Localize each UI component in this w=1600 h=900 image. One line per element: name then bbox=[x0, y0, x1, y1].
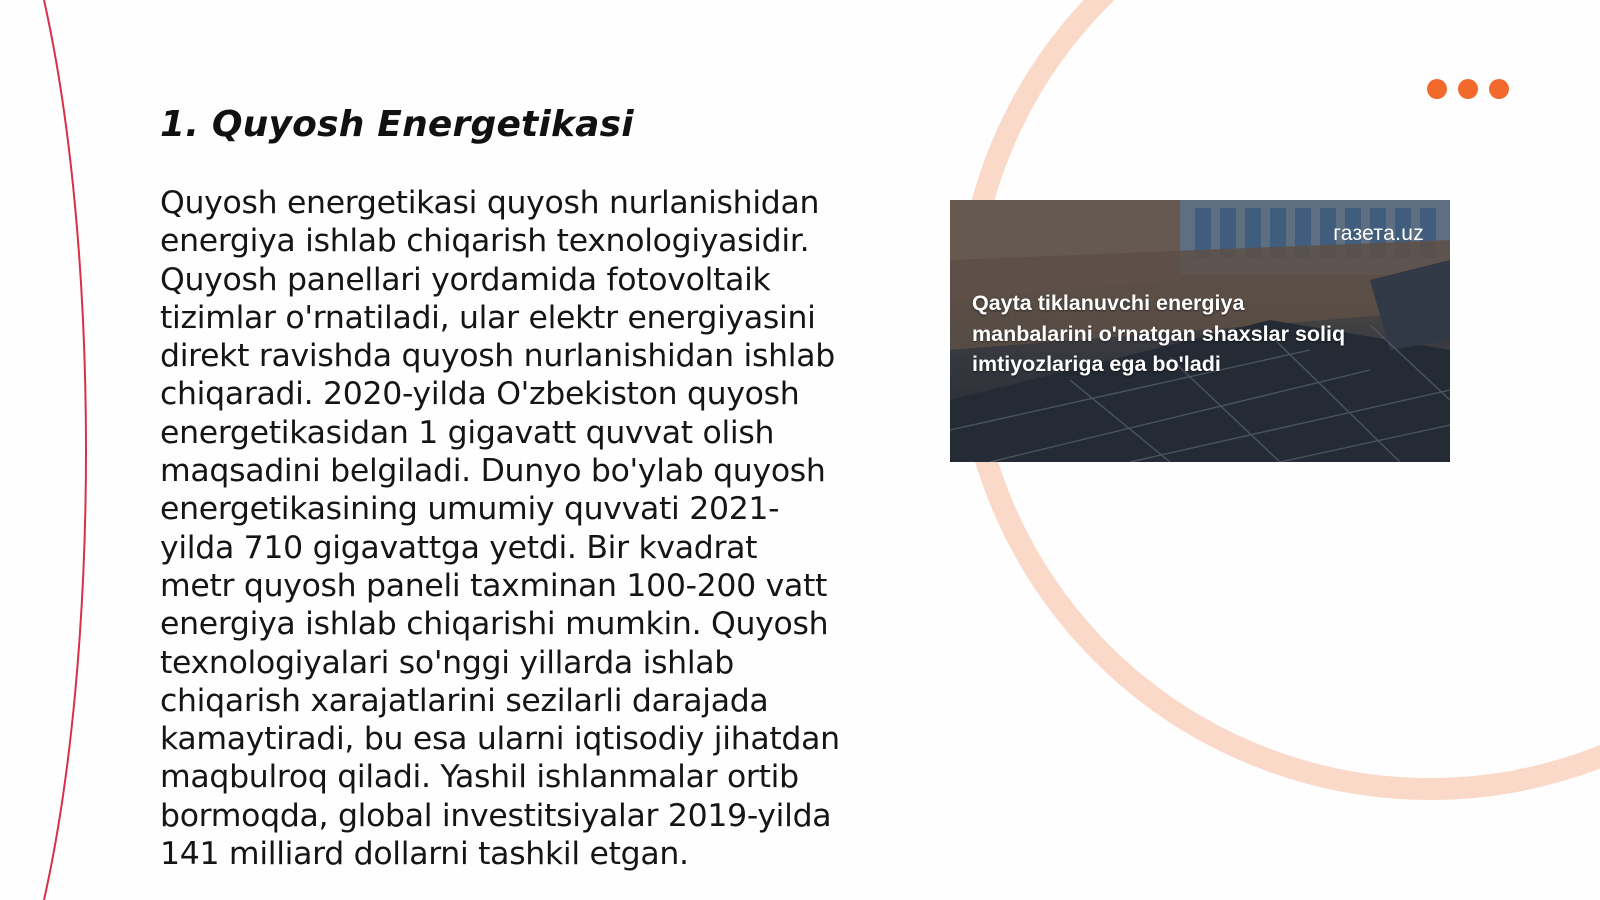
dot-1 bbox=[1427, 79, 1447, 99]
slide-title: 1. Quyosh Energetikasi bbox=[160, 104, 634, 145]
left-red-arc bbox=[0, 0, 120, 900]
gazeta-logo: газета.uz bbox=[1333, 222, 1424, 245]
solar-panel-photo bbox=[950, 200, 1450, 462]
dot-2 bbox=[1458, 79, 1478, 99]
photo-caption: Qayta tiklanuvchi energiya manbalarini o'rnatgan shaxslar soliq imtiyozlariga ega bo'ladi bbox=[972, 291, 1346, 376]
dots-decoration bbox=[1427, 79, 1509, 99]
slide-body-text: Quyosh energetikasi quyosh nurlanishidan energiya ishlab chiqarish texnologiyasidir. Quyosh panellari yordamida fotovoltaik tizimlar o'rnatiladi, ular elektr energiyasini direkt ravishda quyosh nurlanishidan ishlab chiqaradi. 2020-yilda O'zbekiston quyosh energetikasidan 1 gigavatt quvvat olish maqsadini belgiladi. Dunyo bo'ylab quyosh energetikasining umumiy quvvati 2021-yilda 710 gigavattga yetdi. Bir kvadrat metr quyosh paneli taxminan 100-200 vatt energiya ishlab chiqarishi mumkin. Quyosh texnologiyalari so'nggi yillarda ishlab chiqarish xarajatlarini sezilarli darajada kamaytiradi, bu esa ularni iqtisodiy jihatdan maqbulroq qiladi. Yashil ishlanmalar ortib bormoqda, global investitsiyalar 2019-yilda 141 milliard dollarni tashkil etgan. bbox=[160, 185, 840, 873]
dot-3 bbox=[1489, 79, 1509, 99]
